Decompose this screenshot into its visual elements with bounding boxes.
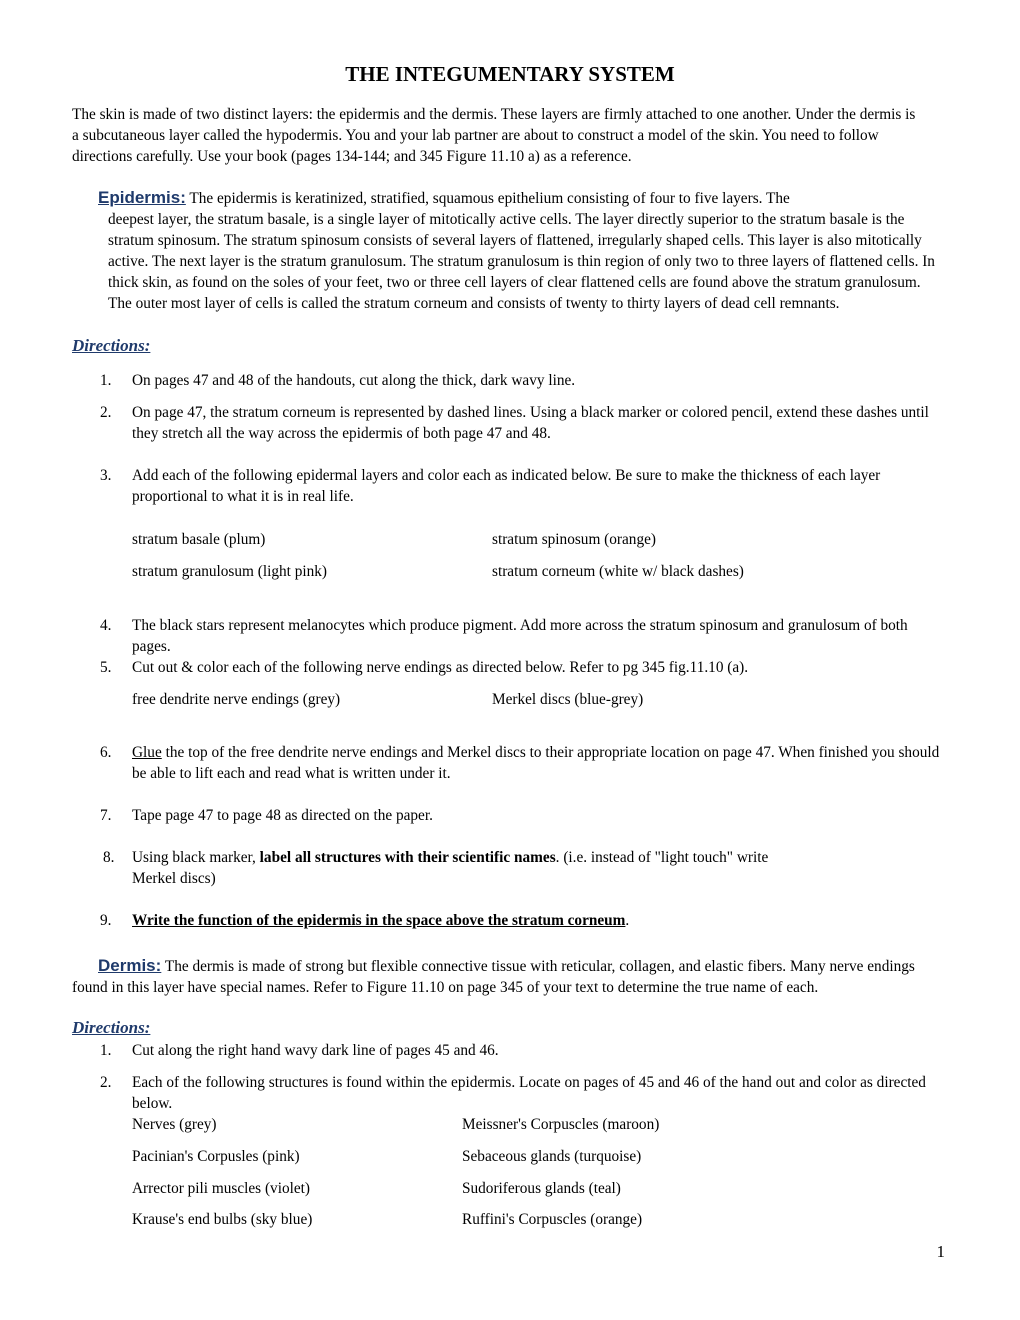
dermis-text: The dermis is made of strong but flexible connective tissue with reticular, collagen, and elastic fibers. Many nerve endings found in this layer have special names. Refer to Figure 11.10 on page 345 of your text to determine the true name of each. [72,958,915,996]
step-text: Tape page 47 to page 48 as directed on the paper. [132,807,433,824]
step-8-post: . (i.e. instead of "light touch" write [555,849,769,866]
dermis-paragraph [72,955,952,998]
step-number: 7. [100,807,112,824]
directions-heading-dermis: Directions: [72,1018,151,1037]
epidermis-heading: Epidermis: [98,188,186,207]
structure-item: Nerves (grey) [132,1116,217,1133]
step-8-bold: label all structures with their scientific names [259,849,556,866]
step-number: 4. [100,617,112,634]
structure-item: Krause's end bulbs (sky blue) [132,1211,313,1228]
structure-item: Ruffini's Corpuscles (orange) [462,1211,643,1228]
step-text: Each of the following structures is found within the epidermis. Locate on pages of 45 and 46 of the hand out and color as directed below. [132,1074,926,1112]
step-text [132,847,947,889]
epidermis-text-first: The epidermis is keratinized, stratified, squamous epithelium consisting of four to five layers. The [185,190,790,207]
step-9-post: . [625,912,630,929]
directions-heading-epidermis: Directions: [72,336,151,355]
structure-item: Sudoriferous glands (teal) [462,1180,621,1197]
step-number: 1. [100,372,112,389]
page-number: 1 [936,1242,945,1261]
step-text [132,910,947,931]
step-text [132,742,947,784]
step-text: On page 47, the stratum corneum is represented by dashed lines. Using a black marker or colored pencil, extend these dashes until they stretch all the way across the epidermis of both page 47 and 48. [132,404,929,442]
intro-paragraph: The skin is made of two distinct layers: the epidermis and the dermis. These layers are firmly attached to one another. Under the dermis is a subcutaneous layer called the hypodermis. You and your lab partner are about to construct a model of the skin. You need to follow directions carefully. Use your book (pages 134-144; and 345 Figure 11.10 a) as a reference. [72,106,916,165]
structure-item: Meissner's Corpuscles (maroon) [462,1116,660,1133]
layer-item: stratum spinosum (orange) [492,531,656,548]
step-number: 9. [100,912,112,929]
step-text: Cut out & color each of the following nerve endings as directed below. Refer to pg 345 fig.11.10 (a). [132,659,749,676]
structure-item: Sebaceous glands (turquoise) [462,1148,642,1165]
step-8-pre: Using black marker, [132,849,260,866]
epidermis-paragraph [72,187,946,314]
step-number: 3. [100,467,112,484]
dermis-heading: Dermis: [98,956,162,975]
nerve-item: Merkel discs (blue-grey) [492,691,644,708]
structure-item: Pacinian's Corpusles (pink) [132,1148,300,1165]
step-number: 5. [100,659,112,676]
step-number: 2. [100,1074,112,1091]
step-text: On pages 47 and 48 of the handouts, cut along the thick, dark wavy line. [132,372,576,389]
layer-item: stratum corneum (white w/ black dashes) [492,563,744,580]
layer-item: stratum granulosum (light pink) [132,563,328,580]
step-text: Add each of the following epidermal layers and color each as indicated below. Be sure to make the thickness of each layer proportional to what it is in real life. [132,467,881,505]
step-text: The black stars represent melanocytes which produce pigment. Add more across the stratum spinosum and granulosum of both pages. [132,617,908,655]
layer-item: stratum basale (plum) [132,531,266,548]
step-number: 1. [100,1042,112,1059]
page-title: THE INTEGUMENTARY SYSTEM [345,62,675,86]
step-number: 6. [100,744,112,761]
step-number: 8. [103,849,115,866]
step-9-text: Write the function of the epidermis in the space above the stratum corneum [132,912,626,929]
step-number: 2. [100,404,112,421]
structure-item: Arrector pili muscles (violet) [132,1180,310,1197]
epidermis-text-rest: deepest layer, the stratum basale, is a single layer of mitotically active cells. The layer directly superior to the stratum basale is the stratum spinosum. The stratum spinosum consists of several layers of flattened, irregularly shaped cells. This layer is also mitotically active. The next layer is the stratum granulosum. The stratum granulosum is thin region of only two to three layers of flattened cells. In thick skin, as found on the soles of your feet, two or three cell layers of clear flattened cells are found above the stratum granulosum. The outer most layer of cells is called the stratum corneum and consists of twenty to thirty layers of dead cell remnants. [108,211,935,312]
step-text: Cut along the right hand wavy dark line of pages 45 and 46. [132,1042,499,1059]
glue-word: Glue [132,744,162,761]
nerve-item: free dendrite nerve endings (grey) [132,691,341,708]
step-8-line2: Merkel discs) [132,870,216,887]
step-6-text: the top of the free dendrite nerve endings and Merkel discs to their appropriate location on page 47. When finished you should be able to lift each and read what is written under it. [132,744,940,782]
